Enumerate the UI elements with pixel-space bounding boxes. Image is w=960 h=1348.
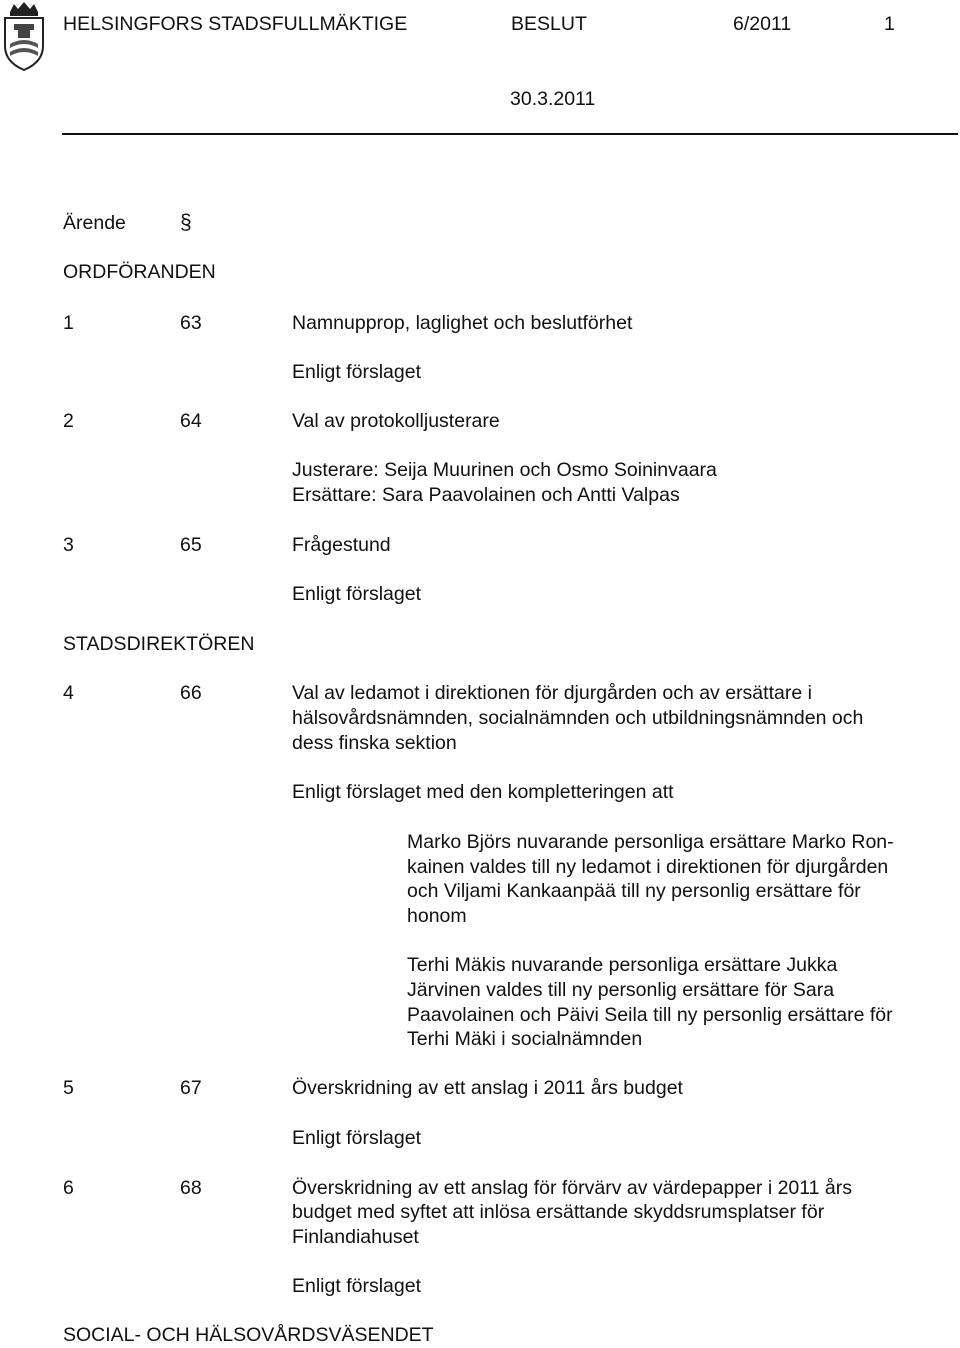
item-number: 2 bbox=[63, 410, 74, 432]
item-title-line: budget med syftet att inlösa ersättande skyddsrumsplatser för bbox=[292, 1201, 825, 1223]
item-title: Överskridning av ett anslag i 2011 års budget bbox=[292, 1077, 683, 1099]
item-title-line: hälsovårdsnämnden, socialnämnden och utbildningsnämnden och bbox=[292, 707, 864, 729]
item-detail-line: Paavolainen och Päivi Seila till ny personlig ersättare för bbox=[407, 1004, 893, 1026]
section-symbol: § bbox=[180, 211, 192, 234]
item-title: Frågestund bbox=[292, 534, 391, 556]
item-paragraph: 67 bbox=[180, 1077, 202, 1099]
item-decision: Enligt förslaget bbox=[292, 1127, 421, 1149]
helsinki-crest-logo bbox=[2, 0, 46, 72]
item-paragraph: 68 bbox=[180, 1177, 202, 1199]
item-justerare: Justerare: Seija Muurinen och Osmo Soininvaara bbox=[292, 459, 717, 481]
section-heading-social: SOCIAL- OCH HÄLSOVÅRDSVÄSENDET bbox=[63, 1324, 434, 1346]
item-number: 6 bbox=[63, 1177, 74, 1199]
item-detail-line: Terhi Mäki i socialnämnden bbox=[407, 1028, 643, 1050]
item-paragraph: 65 bbox=[180, 534, 202, 556]
item-paragraph: 66 bbox=[180, 682, 202, 704]
header-document-type: BESLUT bbox=[511, 13, 587, 35]
item-title-line: Överskridning av ett anslag för förvärv av värdepapper i 2011 års bbox=[292, 1177, 853, 1199]
item-title-line: Val av ledamot i direktionen för djurgården och av ersättare i bbox=[292, 682, 812, 704]
header-document-number: 6/2011 bbox=[733, 13, 792, 35]
item-number: 1 bbox=[63, 312, 74, 334]
item-paragraph: 63 bbox=[180, 312, 202, 334]
item-decision: Enligt förslaget med den kompletteringen att bbox=[292, 781, 674, 803]
header-page-number: 1 bbox=[884, 13, 895, 35]
header-date: 30.3.2011 bbox=[510, 88, 596, 110]
arende-label: Ärende bbox=[63, 212, 126, 234]
item-title-line: Finlandiahuset bbox=[292, 1226, 419, 1248]
item-number: 3 bbox=[63, 534, 74, 556]
header-organization: HELSINGFORS STADSFULLMÄKTIGE bbox=[63, 13, 408, 35]
item-title: Namnupprop, laglighet och beslutförhet bbox=[292, 312, 633, 334]
item-title-line: dess finska sektion bbox=[292, 732, 457, 754]
item-decision: Enligt förslaget bbox=[292, 361, 421, 383]
item-detail-line: Marko Björs nuvarande personliga ersättare Marko Ron- bbox=[407, 831, 894, 853]
item-number: 4 bbox=[63, 682, 74, 704]
section-heading-stadsdirektoren: STADSDIREKTÖREN bbox=[63, 633, 255, 655]
item-decision: Enligt förslaget bbox=[292, 583, 421, 605]
item-detail-line: kainen valdes till ny ledamot i direktionen för djurgården bbox=[407, 856, 889, 878]
item-decision: Enligt förslaget bbox=[292, 1275, 421, 1297]
item-paragraph: 64 bbox=[180, 410, 202, 432]
item-title: Val av protokolljusterare bbox=[292, 410, 500, 432]
section-heading-ordforanden: ORDFÖRANDEN bbox=[63, 261, 216, 283]
item-ersattare: Ersättare: Sara Paavolainen och Antti Valpas bbox=[292, 484, 680, 506]
item-detail-line: Järvinen valdes till ny personlig ersättare för Sara bbox=[407, 979, 835, 1001]
item-number: 5 bbox=[63, 1077, 74, 1099]
item-detail-line: honom bbox=[407, 905, 467, 927]
item-detail-line: Terhi Mäkis nuvarande personliga ersättare Jukka bbox=[407, 954, 838, 976]
header-divider bbox=[62, 133, 958, 135]
item-detail-line: och Viljami Kankaanpää till ny personlig ersättare för bbox=[407, 880, 861, 902]
